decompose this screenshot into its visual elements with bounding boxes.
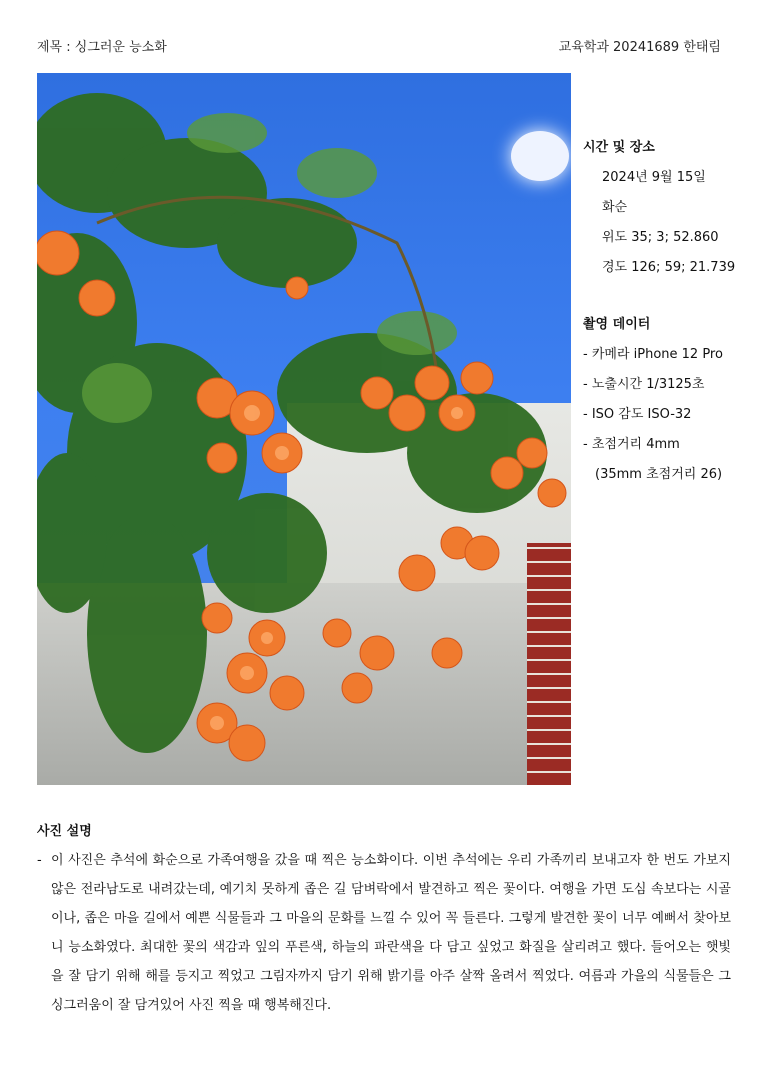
shooting-data-heading: 촬영 데이터: [583, 317, 651, 332]
description-block: [37, 846, 731, 1020]
description-heading: 사진 설명: [37, 824, 92, 839]
time-place-heading: 시간 및 장소: [583, 140, 655, 155]
vine-illustration: [37, 73, 571, 785]
exposure-time: - 노출시간 1/3125초: [583, 377, 705, 392]
camera-model: - 카메라 iPhone 12 Pro: [583, 347, 723, 362]
flower-photo: [37, 73, 571, 785]
author-info: 교육학과 20241689 한태림: [558, 40, 721, 55]
shooting-date: 2024년 9월 15일: [602, 170, 706, 185]
longitude: 경도 126; 59; 21.739: [602, 260, 736, 275]
latitude: 위도 35; 3; 52.860: [602, 230, 719, 245]
focal-length: - 초점거리 4mm: [583, 437, 680, 452]
shooting-place: 화순: [602, 200, 628, 215]
focal-length-35mm: (35mm 초점거리 26): [595, 467, 723, 482]
document-title: 제목 : 싱그러운 능소화: [37, 40, 167, 55]
bullet-dash: -: [37, 853, 42, 868]
photo-info-panel: [583, 138, 758, 495]
iso-speed: - ISO 감도 ISO-32: [583, 407, 692, 422]
description-text: 이 사진은 추석에 화순으로 가족여행을 갔을 때 찍은 능소화이다. 이번 추석에는 우리 가족끼리 보내고자 한 번도 가보지 않은 전라남도로 내려갔는데, 예기치 못하게 좁은 길 담벼락에서 발견하고 찍은 꽃이다. 여행을 가면 도심 속보다는 시골이나, 좁은 마을 길에서 예쁜 식물들과 그 마을의 문화를 느낄 수 있어 꼭 들른다. 그렇게 발견한 꽃이 너무 예뻐서 찾아보니 능소화였다. 최대한 꽃의 색감과 잎의 푸른색, 하늘의 파란색을 다 담고 싶었고 화질을 살리려고 했다. 들어오는 햇빛을 잘 담기 위해 해를 등지고 찍었고 그림자까지 담기 위해 밝기를 아주 살짝 올려서 찍었다. 여름과 가을의 식물들은 그 싱그러움이 잘 담겨있어 사진 찍을 때 행복해진다.: [51, 853, 731, 1013]
